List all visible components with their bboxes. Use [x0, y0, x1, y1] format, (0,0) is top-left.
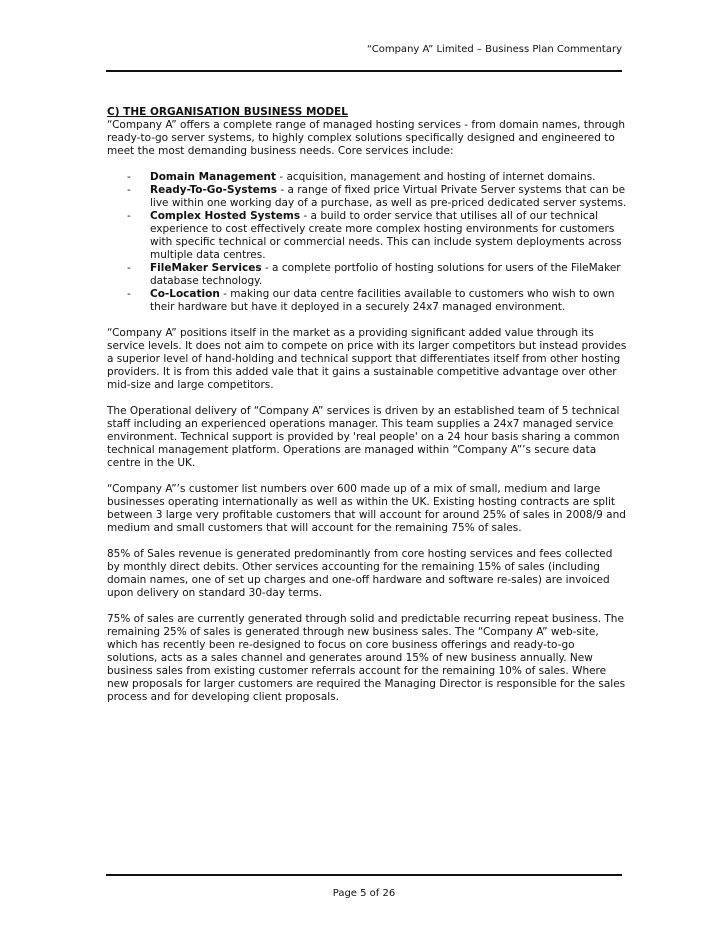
paragraph-operations: The Operational delivery of “Company A” services is driven by an established team of 5 technical staff including an experienced operations manager. This team supplies a 24x7 managed service environment. Technical support is provided by 'real people' on a 24 hour basis sharing a common technical management platform. Operations are managed within “Company A”’s secure data centre in the UK.	[107, 405, 620, 469]
service-description: - making our data centre facilities available to customers who wish to own their hardware but have it deployed in a securely 24x7 managed environment.	[150, 288, 615, 313]
service-name: Ready-To-Go-Systems	[150, 184, 277, 196]
list-item	[107, 171, 627, 184]
list-item	[107, 184, 627, 210]
service-name: Domain Management	[150, 171, 276, 183]
header-rule	[106, 70, 622, 72]
bullet-dash: -	[127, 171, 131, 183]
list-item	[107, 288, 627, 314]
service-name: FileMaker Services	[150, 262, 262, 274]
section-title: C) THE ORGANISATION BUSINESS MODEL	[107, 106, 348, 118]
service-description: - acquisition, management and hosting of internet domains.	[275, 171, 596, 183]
list-item	[107, 262, 627, 288]
service-name: Co-Location	[150, 288, 220, 300]
service-description: - a range of fixed price Virtual Private Server systems that can be live within one working day of a purchase, as well as pre-priced dedicated server systems.	[150, 184, 627, 209]
list-item	[107, 210, 627, 262]
service-description: - a complete portfolio of hosting solutions for users of the FileMaker database technology.	[150, 262, 621, 287]
bullet-dash: -	[127, 262, 131, 274]
paragraph-customers: “Company A”’s customer list numbers over 600 made up of a mix of small, medium and large businesses operating internationally as well as within the UK. Existing hosting contracts are split between 3 large very profitable customers that will account for around 25% of sales in 2008/9 and medium and small customers that will account for the remaining 75% of sales.	[107, 483, 626, 534]
service-name: Complex Hosted Systems	[150, 210, 301, 222]
service-description: - a build to order service that utilises all of our technical experience to cost effectively create more complex hosting environments for customers with specific technical or commercial needs. This can include system deployments across multiple data centres.	[150, 210, 622, 261]
services-list	[107, 171, 627, 314]
running-header: “Company A” Limited – Business Plan Commentary	[366, 44, 622, 55]
paragraph-sales: 75% of sales are currently generated through solid and predictable recurring repeat business. The remaining 25% of sales is generated through new business sales. The “Company A” web-site, which has recently been re-designed to focus on core business offerings and ready-to-go solutions, acts as a sales channel and generates around 15% of new business annually. New business sales from existing customer referrals account for the remaining 10% of sales. Where new proposals for larger customers are required the Managing Director is responsible for the sales process and for developing client proposals.	[107, 613, 626, 703]
section-intro: “Company A” offers a complete range of managed hosting services - from domain names, through ready-to-go server systems, to highly complex solutions specifically designed and engineered to meet the most demanding business needs. Core services include:	[107, 119, 626, 157]
footer-rule	[106, 874, 622, 876]
paragraph-revenue: 85% of Sales revenue is generated predominantly from core hosting services and fees collected by monthly direct debits. Other services accounting for the remaining 15% of sales (including domain names, one of set up charges and one-off hardware and software re-sales) are invoiced upon delivery on standard 30-day terms.	[107, 548, 613, 599]
page-number: Page 5 of 26	[332, 888, 396, 899]
bullet-dash: -	[127, 210, 131, 222]
bullet-dash: -	[127, 184, 131, 196]
paragraph-positioning: “Company A” positions itself in the market as a providing significant added value through its service levels. It does not aim to compete on price with its larger competitors but instead provides a superior level of hand-holding and technical support that differentiates itself from other hosting providers. It is from this added vale that it gains a sustainable competitive advantage over other mid-size and large competitors.	[107, 327, 627, 391]
page-body	[107, 106, 627, 717]
bullet-dash: -	[127, 288, 131, 300]
